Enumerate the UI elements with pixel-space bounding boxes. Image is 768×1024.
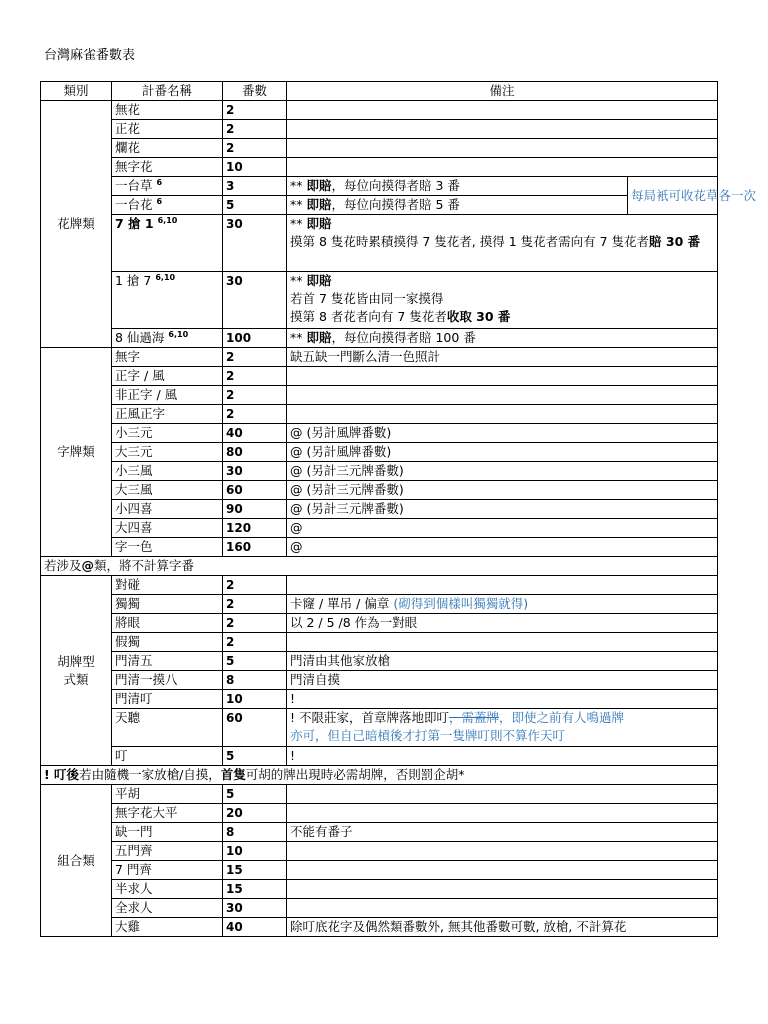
item-remark bbox=[287, 633, 718, 652]
item-name: 7 門齊 bbox=[112, 861, 223, 880]
table-row bbox=[41, 443, 718, 462]
item-name: 全求人 bbox=[112, 899, 223, 918]
item-points: 3 bbox=[223, 177, 287, 196]
table-row bbox=[41, 880, 718, 899]
header-name: 計番名稱 bbox=[112, 82, 223, 101]
item-remark: 缺五缺一門斷么清一色照計 bbox=[287, 348, 718, 367]
item-points: 80 bbox=[223, 443, 287, 462]
item-remark: 不能有番子 bbox=[287, 823, 718, 842]
table-row bbox=[41, 139, 718, 158]
item-points: 10 bbox=[223, 690, 287, 709]
item-points: 15 bbox=[223, 861, 287, 880]
category-honors: 字牌類 bbox=[41, 348, 112, 557]
item-remark bbox=[287, 842, 718, 861]
table-row bbox=[41, 842, 718, 861]
item-name: 天聽 bbox=[112, 709, 223, 747]
item-remark bbox=[287, 367, 718, 386]
item-remark bbox=[287, 158, 718, 177]
item-points: 2 bbox=[223, 576, 287, 595]
item-points: 20 bbox=[223, 804, 287, 823]
honors-footnote: 若涉及@類，將不計算字番 bbox=[41, 557, 718, 576]
item-remark: @ bbox=[287, 538, 718, 557]
table-row bbox=[41, 519, 718, 538]
item-name: 無字 bbox=[112, 348, 223, 367]
header-category: 類別 bbox=[41, 82, 112, 101]
item-name: 字一色 bbox=[112, 538, 223, 557]
item-name: 對碰 bbox=[112, 576, 223, 595]
winning-footnote: ! 叮後若由隨機一家放槍/自摸，首隻可胡的牌出現時必需胡牌，否則罰企胡* bbox=[41, 766, 718, 785]
item-remark bbox=[287, 120, 718, 139]
table-row bbox=[41, 785, 718, 804]
table-row bbox=[41, 405, 718, 424]
item-remark: @ (另計三元牌番數) bbox=[287, 500, 718, 519]
item-remark bbox=[287, 576, 718, 595]
table-row bbox=[41, 652, 718, 671]
category-combos: 組合類 bbox=[41, 785, 112, 937]
item-name: 平胡 bbox=[112, 785, 223, 804]
table-row bbox=[41, 538, 718, 557]
item-name: 缺一門 bbox=[112, 823, 223, 842]
table-row bbox=[41, 918, 718, 937]
item-name: 正風正字 bbox=[112, 405, 223, 424]
item-points: 15 bbox=[223, 880, 287, 899]
points-table bbox=[40, 81, 757, 937]
item-points: 120 bbox=[223, 519, 287, 538]
item-name: 大雞 bbox=[112, 918, 223, 937]
item-remark: ** 即賠，每位向摸得者賠 3 番 bbox=[287, 177, 628, 196]
item-name: 獨獨 bbox=[112, 595, 223, 614]
item-remark: ! bbox=[287, 747, 718, 766]
header-remarks: 備注 bbox=[287, 82, 718, 101]
item-points: 30 bbox=[223, 272, 287, 329]
table-row bbox=[41, 386, 718, 405]
table-row bbox=[41, 709, 718, 747]
item-name: 大四喜 bbox=[112, 519, 223, 538]
item-name: 一台草 $^6$ bbox=[112, 177, 223, 196]
category-winning: 胡牌型 式類 bbox=[41, 576, 112, 766]
item-name: 正花 bbox=[112, 120, 223, 139]
table-row bbox=[41, 481, 718, 500]
item-points: 5 bbox=[223, 785, 287, 804]
item-remark bbox=[287, 101, 718, 120]
table-row bbox=[41, 747, 718, 766]
item-name: 無花 bbox=[112, 101, 223, 120]
item-points: 2 bbox=[223, 120, 287, 139]
item-remark bbox=[287, 861, 718, 880]
category-flowers: 花牌類 bbox=[41, 101, 112, 348]
item-name: 爛花 bbox=[112, 139, 223, 158]
table-row bbox=[41, 671, 718, 690]
flower-side-note: 每局衹可收花草各一次 bbox=[628, 177, 718, 215]
table-row bbox=[41, 633, 718, 652]
table-row bbox=[41, 158, 718, 177]
item-remark: ! bbox=[287, 690, 718, 709]
table-row bbox=[41, 595, 718, 614]
header-points: 番數 bbox=[223, 82, 287, 101]
item-points: 5 bbox=[223, 747, 287, 766]
item-name: 非正字 / 風 bbox=[112, 386, 223, 405]
item-remark: @ (另計三元牌番數) bbox=[287, 481, 718, 500]
item-points: 2 bbox=[223, 348, 287, 367]
item-points: 2 bbox=[223, 595, 287, 614]
table-row bbox=[41, 614, 718, 633]
item-name: 1 搶 7 $^{6,10}$ bbox=[112, 272, 223, 329]
item-name: 大三元 bbox=[112, 443, 223, 462]
table-row bbox=[41, 823, 718, 842]
table-row bbox=[41, 329, 718, 348]
table-row bbox=[41, 576, 718, 595]
item-name: 門清叮 bbox=[112, 690, 223, 709]
table-row bbox=[41, 500, 718, 519]
table-row bbox=[41, 215, 718, 272]
item-name: 大三風 bbox=[112, 481, 223, 500]
item-name: 門清一摸八 bbox=[112, 671, 223, 690]
item-remark bbox=[287, 804, 718, 823]
item-name: 小四喜 bbox=[112, 500, 223, 519]
item-name: 正字 / 風 bbox=[112, 367, 223, 386]
item-name: 半求人 bbox=[112, 880, 223, 899]
item-points: 10 bbox=[223, 842, 287, 861]
item-points: 40 bbox=[223, 918, 287, 937]
item-name: 五門齊 bbox=[112, 842, 223, 861]
table-row bbox=[41, 424, 718, 443]
item-points: 5 bbox=[223, 652, 287, 671]
item-name: 小三風 bbox=[112, 462, 223, 481]
item-points: 2 bbox=[223, 614, 287, 633]
item-name: 無字花大平 bbox=[112, 804, 223, 823]
item-points: 90 bbox=[223, 500, 287, 519]
item-points: 2 bbox=[223, 367, 287, 386]
item-points: 8 bbox=[223, 823, 287, 842]
item-name: 小三元 bbox=[112, 424, 223, 443]
table-row bbox=[41, 177, 718, 196]
item-remark bbox=[287, 899, 718, 918]
item-remark bbox=[287, 405, 718, 424]
item-remark: 門清由其他家放槍 bbox=[287, 652, 718, 671]
table-row bbox=[41, 804, 718, 823]
item-name: 7 搶 1 $^{6,10}$ bbox=[112, 215, 223, 272]
item-remark: ** 即賠 摸第 8 隻花時累積摸得 7 隻花者, 摸得 1 隻花者需向有 7 隻花者賠 30 番 bbox=[287, 215, 718, 272]
item-name: 一台花 $^6$ bbox=[112, 196, 223, 215]
item-remark: ** 即賠，每位向摸得者賠 100 番 bbox=[287, 329, 718, 348]
table-row bbox=[41, 272, 718, 329]
item-points: 2 bbox=[223, 633, 287, 652]
header-row bbox=[41, 82, 718, 101]
item-name: 門清五 bbox=[112, 652, 223, 671]
table-row bbox=[41, 861, 718, 880]
table-row bbox=[41, 348, 718, 367]
table-row bbox=[41, 899, 718, 918]
item-name: 無字花 bbox=[112, 158, 223, 177]
table-row bbox=[41, 367, 718, 386]
item-points: 160 bbox=[223, 538, 287, 557]
table-row bbox=[41, 462, 718, 481]
item-points: 5 bbox=[223, 196, 287, 215]
document-title: 台灣麻雀番數表 bbox=[44, 48, 136, 63]
item-points: 2 bbox=[223, 139, 287, 158]
item-remark: 以 2 / 5 /8 作為一對眼 bbox=[287, 614, 718, 633]
item-points: 30 bbox=[223, 215, 287, 272]
item-points: 100 bbox=[223, 329, 287, 348]
table-row bbox=[41, 101, 718, 120]
item-remark: @ (另計風牌番數) bbox=[287, 443, 718, 462]
item-remark: ** 即賠 若首 7 隻花皆由同一家摸得 摸第 8 者花者向有 7 隻花者收取 30 番 bbox=[287, 272, 718, 329]
item-remark bbox=[287, 880, 718, 899]
item-points: 10 bbox=[223, 158, 287, 177]
item-remark: ! 不限莊家，首章牌落地即叮，需蓋牌，即使之前有人鳴過牌 亦可，但自己暗槓後才打第一隻牌叮則不算作天叮 bbox=[287, 709, 718, 747]
item-name: 將眼 bbox=[112, 614, 223, 633]
winning-footnote-row bbox=[41, 766, 718, 785]
table-row bbox=[41, 120, 718, 139]
item-points: 30 bbox=[223, 899, 287, 918]
item-points: 30 bbox=[223, 462, 287, 481]
item-remark: ** 即賠，每位向摸得者賠 5 番 bbox=[287, 196, 628, 215]
table-row bbox=[41, 690, 718, 709]
item-remark: 除叮底花字及偶然類番數外, 無其他番數可數, 放槍, 不計算花 bbox=[287, 918, 718, 937]
honors-footnote-row bbox=[41, 557, 718, 576]
item-points: 2 bbox=[223, 386, 287, 405]
item-points: 2 bbox=[223, 405, 287, 424]
item-remark bbox=[287, 139, 718, 158]
item-name: 假獨 bbox=[112, 633, 223, 652]
item-remark bbox=[287, 386, 718, 405]
item-remark: 門清自摸 bbox=[287, 671, 718, 690]
item-remark: @ bbox=[287, 519, 718, 538]
item-remark: @ (另計三元牌番數) bbox=[287, 462, 718, 481]
item-points: 40 bbox=[223, 424, 287, 443]
item-remark: 卡窿 / 單吊 / 偏章 (砌得到個樣叫獨獨就得) bbox=[287, 595, 718, 614]
item-points: 8 bbox=[223, 671, 287, 690]
item-remark: @ (另計風牌番數) bbox=[287, 424, 718, 443]
item-remark bbox=[287, 785, 718, 804]
item-points: 60 bbox=[223, 481, 287, 500]
table-row bbox=[41, 196, 718, 215]
item-name: 叮 bbox=[112, 747, 223, 766]
item-points: 60 bbox=[223, 709, 287, 747]
item-name: 8 仙過海 $^{6,10}$ bbox=[112, 329, 223, 348]
item-points: 2 bbox=[223, 101, 287, 120]
